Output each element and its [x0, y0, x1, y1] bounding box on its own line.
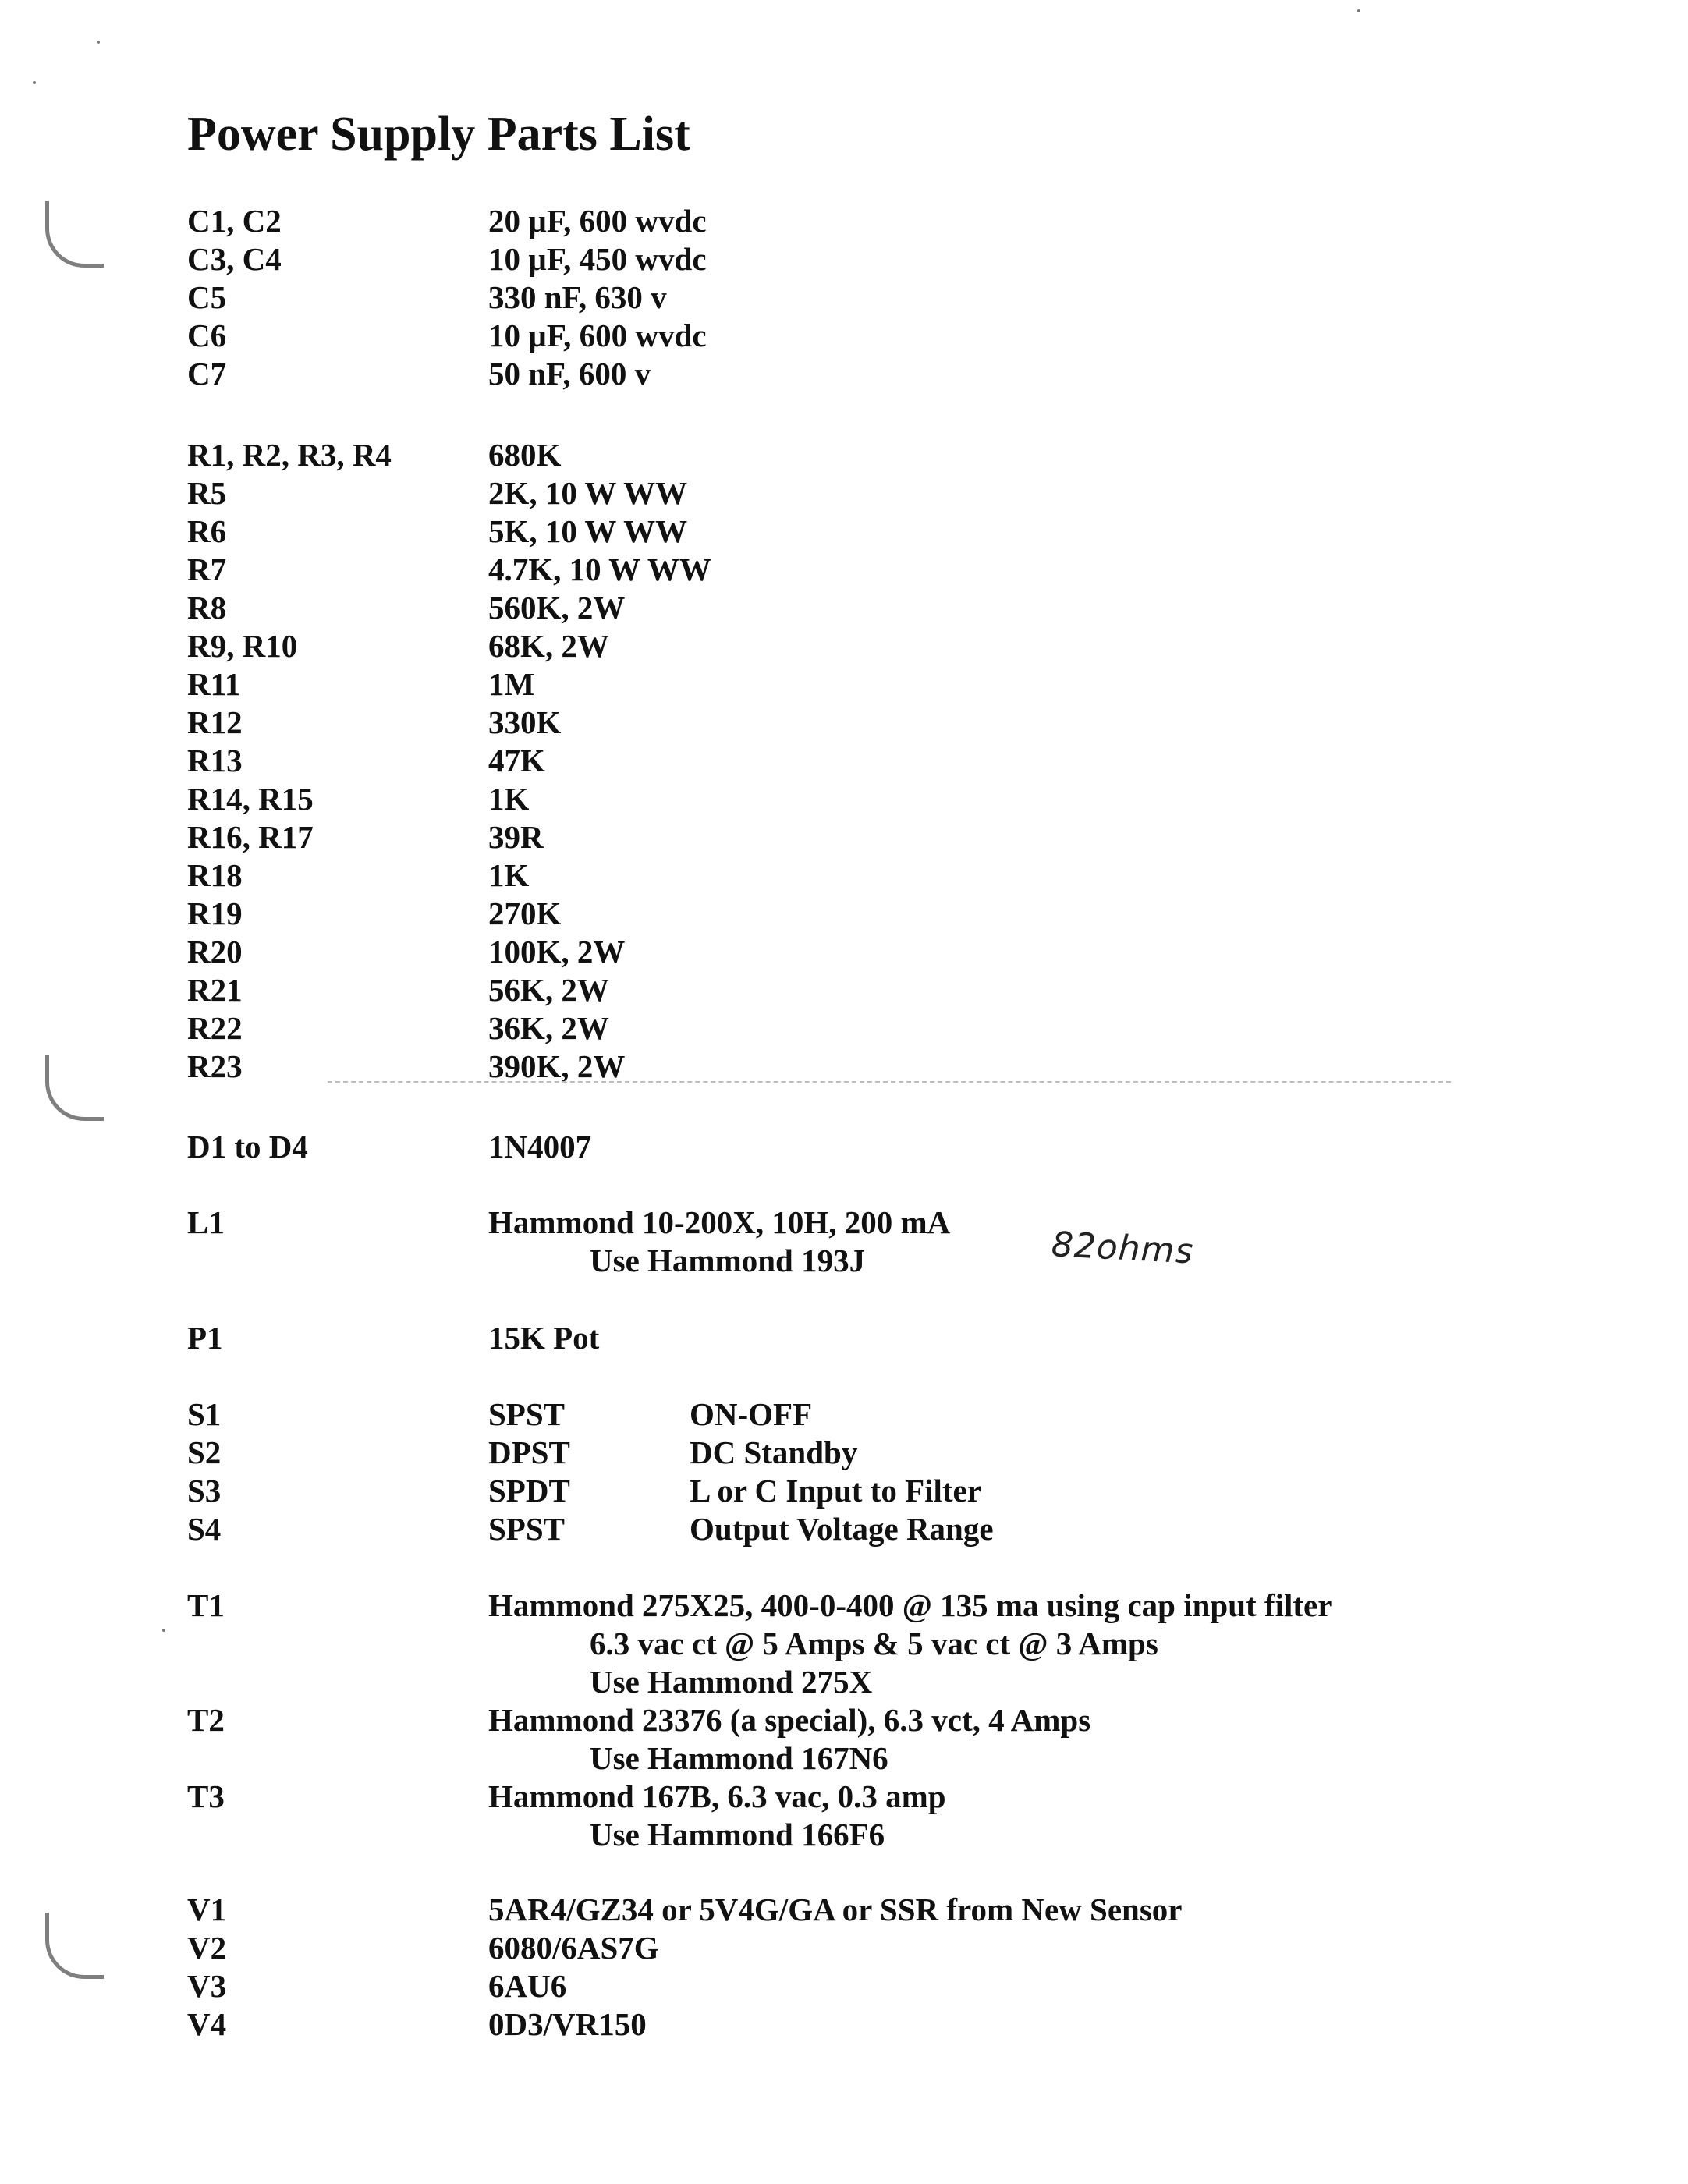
- page-title: Power Supply Parts List: [187, 108, 690, 161]
- part-ref: R5: [187, 475, 227, 511]
- part-value: 15K Pot: [488, 1320, 600, 1356]
- part-ref: V2: [187, 1930, 227, 1966]
- switch-type: SPDT: [488, 1473, 570, 1509]
- part-value: 6080/6AS7G: [488, 1930, 659, 1966]
- diode-row: [0, 1127, 1688, 1166]
- part-value: 5AR4/GZ34 or 5V4G/GA or SSR from New Sensor: [488, 1892, 1183, 1927]
- part-value: 6AU6: [488, 1968, 567, 2004]
- part-value: 5K, 10 W WW: [488, 513, 688, 549]
- part-ref: R20: [187, 934, 243, 970]
- switch-type: SPST: [488, 1396, 565, 1432]
- part-ref: R8: [187, 590, 227, 626]
- scan-speck: [97, 41, 100, 44]
- capacitor-row: [0, 278, 1688, 317]
- inductor-substitute-row: [0, 1241, 1688, 1280]
- part-substitute: Use Hammond 166F6: [590, 1817, 885, 1852]
- pot-row: [0, 1318, 1688, 1357]
- part-value: 1M: [488, 666, 535, 702]
- resistor-row: [0, 856, 1688, 895]
- part-ref: R18: [187, 857, 243, 893]
- part-value: 1N4007: [488, 1129, 592, 1165]
- resistor-row: [0, 932, 1688, 971]
- resistor-row: [0, 435, 1688, 474]
- inductor-row: [0, 1203, 1688, 1242]
- resistor-row: [0, 550, 1688, 589]
- part-ref: C1, C2: [187, 203, 282, 239]
- transformer-substitute-row: [0, 1815, 1688, 1854]
- capacitor-row: [0, 316, 1688, 355]
- switch-row: [0, 1471, 1688, 1510]
- scan-speck: [33, 81, 36, 84]
- part-value: 390K, 2W: [488, 1048, 626, 1084]
- switch-type: DPST: [488, 1434, 570, 1470]
- part-ref: T1: [187, 1587, 225, 1623]
- part-value: 36K, 2W: [488, 1010, 609, 1046]
- part-ref: L1: [187, 1204, 225, 1240]
- part-value: 1K: [488, 781, 530, 817]
- resistor-row: [0, 1047, 1688, 1086]
- part-ref: R19: [187, 895, 243, 931]
- part-ref: R21: [187, 972, 243, 1008]
- part-value: 560K, 2W: [488, 590, 626, 626]
- part-value: 56K, 2W: [488, 972, 609, 1008]
- resistor-row: [0, 894, 1688, 933]
- resistor-row: [0, 741, 1688, 780]
- part-substitute: Use Hammond 193J: [590, 1243, 866, 1278]
- switch-function: Output Voltage Range: [690, 1511, 994, 1547]
- part-ref: R9, R10: [187, 628, 298, 664]
- resistor-row: [0, 703, 1688, 742]
- scan-divider-line: [328, 1081, 1451, 1083]
- part-ref: S1: [187, 1396, 222, 1432]
- resistor-row: [0, 1009, 1688, 1048]
- resistor-row: [0, 626, 1688, 665]
- switch-function: DC Standby: [690, 1434, 858, 1470]
- part-value: 270K: [488, 895, 562, 931]
- part-value: 39R: [488, 819, 544, 855]
- part-ref: R16, R17: [187, 819, 314, 855]
- capacitor-row: [0, 354, 1688, 393]
- handwritten-note: 82ohms: [1050, 1225, 1195, 1272]
- part-ref: C3, C4: [187, 241, 282, 277]
- scan-speck: [1357, 9, 1360, 12]
- switch-function: L or C Input to Filter: [690, 1473, 981, 1509]
- part-ref: S2: [187, 1434, 222, 1470]
- transformer-row: [0, 1700, 1688, 1739]
- switch-row: [0, 1433, 1688, 1472]
- part-ref: R6: [187, 513, 227, 549]
- part-value: Hammond 23376 (a special), 6.3 vct, 4 Amps: [488, 1702, 1091, 1738]
- part-value: 0D3/VR150: [488, 2006, 647, 2042]
- transformer-substitute-row: [0, 1662, 1688, 1701]
- tube-row: [0, 1928, 1688, 1967]
- capacitor-row: [0, 201, 1688, 240]
- part-ref: C6: [187, 317, 227, 353]
- part-ref: V3: [187, 1968, 227, 2004]
- part-value: 10 µF, 600 wvdc: [488, 317, 707, 353]
- part-value: 680K: [488, 437, 562, 473]
- switch-row: [0, 1395, 1688, 1434]
- transformer-row: [0, 1586, 1688, 1625]
- part-value: 10 µF, 450 wvdc: [488, 241, 707, 277]
- part-substitute: Use Hammond 167N6: [590, 1740, 888, 1776]
- resistor-row: [0, 779, 1688, 818]
- switch-row: [0, 1509, 1688, 1548]
- part-value: 100K, 2W: [488, 934, 626, 970]
- part-ref: D1 to D4: [187, 1129, 308, 1165]
- part-ref: V1: [187, 1892, 227, 1927]
- part-detail: 6.3 vac ct @ 5 Amps & 5 vac ct @ 3 Amps: [590, 1626, 1158, 1661]
- part-value: Hammond 275X25, 400-0-400 @ 135 ma using cap input filter: [488, 1587, 1332, 1623]
- tube-row: [0, 1890, 1688, 1929]
- tube-row: [0, 2005, 1688, 2044]
- transformer-substitute-row: [0, 1739, 1688, 1778]
- transformer-detail-row: [0, 1624, 1688, 1663]
- part-value: 4.7K, 10 W WW: [488, 551, 711, 587]
- part-value: 47K: [488, 743, 545, 778]
- resistor-row: [0, 970, 1688, 1009]
- part-ref: P1: [187, 1320, 223, 1356]
- tube-row: [0, 1966, 1688, 2005]
- part-value: 330K: [488, 704, 562, 740]
- part-ref: S3: [187, 1473, 222, 1509]
- part-ref: R14, R15: [187, 781, 314, 817]
- part-ref: V4: [187, 2006, 227, 2042]
- resistor-row: [0, 512, 1688, 551]
- part-ref: R1, R2, R3, R4: [187, 437, 392, 473]
- part-ref: R22: [187, 1010, 243, 1046]
- part-value: Hammond 10-200X, 10H, 200 mA: [488, 1204, 951, 1240]
- part-ref: R11: [187, 666, 241, 702]
- transformer-row: [0, 1777, 1688, 1816]
- capacitor-row: [0, 239, 1688, 278]
- part-ref: R13: [187, 743, 243, 778]
- part-ref: T2: [187, 1702, 225, 1738]
- part-ref: T3: [187, 1778, 225, 1814]
- resistor-row: [0, 817, 1688, 856]
- part-value: 50 nF, 600 v: [488, 356, 651, 392]
- resistor-row: [0, 665, 1688, 704]
- part-substitute: Use Hammond 275X: [590, 1664, 873, 1700]
- part-ref: R23: [187, 1048, 243, 1084]
- part-ref: C7: [187, 356, 227, 392]
- part-ref: C5: [187, 279, 227, 315]
- part-ref: S4: [187, 1511, 222, 1547]
- switch-function: ON-OFF: [690, 1396, 813, 1432]
- part-value: 20 µF, 600 wvdc: [488, 203, 707, 239]
- part-value: 2K, 10 W WW: [488, 475, 688, 511]
- switch-type: SPST: [488, 1511, 565, 1547]
- part-ref: R12: [187, 704, 243, 740]
- resistor-row: [0, 473, 1688, 512]
- part-value: Hammond 167B, 6.3 vac, 0.3 amp: [488, 1778, 946, 1814]
- part-value: 330 nF, 630 v: [488, 279, 667, 315]
- part-value: 68K, 2W: [488, 628, 609, 664]
- part-value: 1K: [488, 857, 530, 893]
- part-ref: R7: [187, 551, 227, 587]
- resistor-row: [0, 588, 1688, 627]
